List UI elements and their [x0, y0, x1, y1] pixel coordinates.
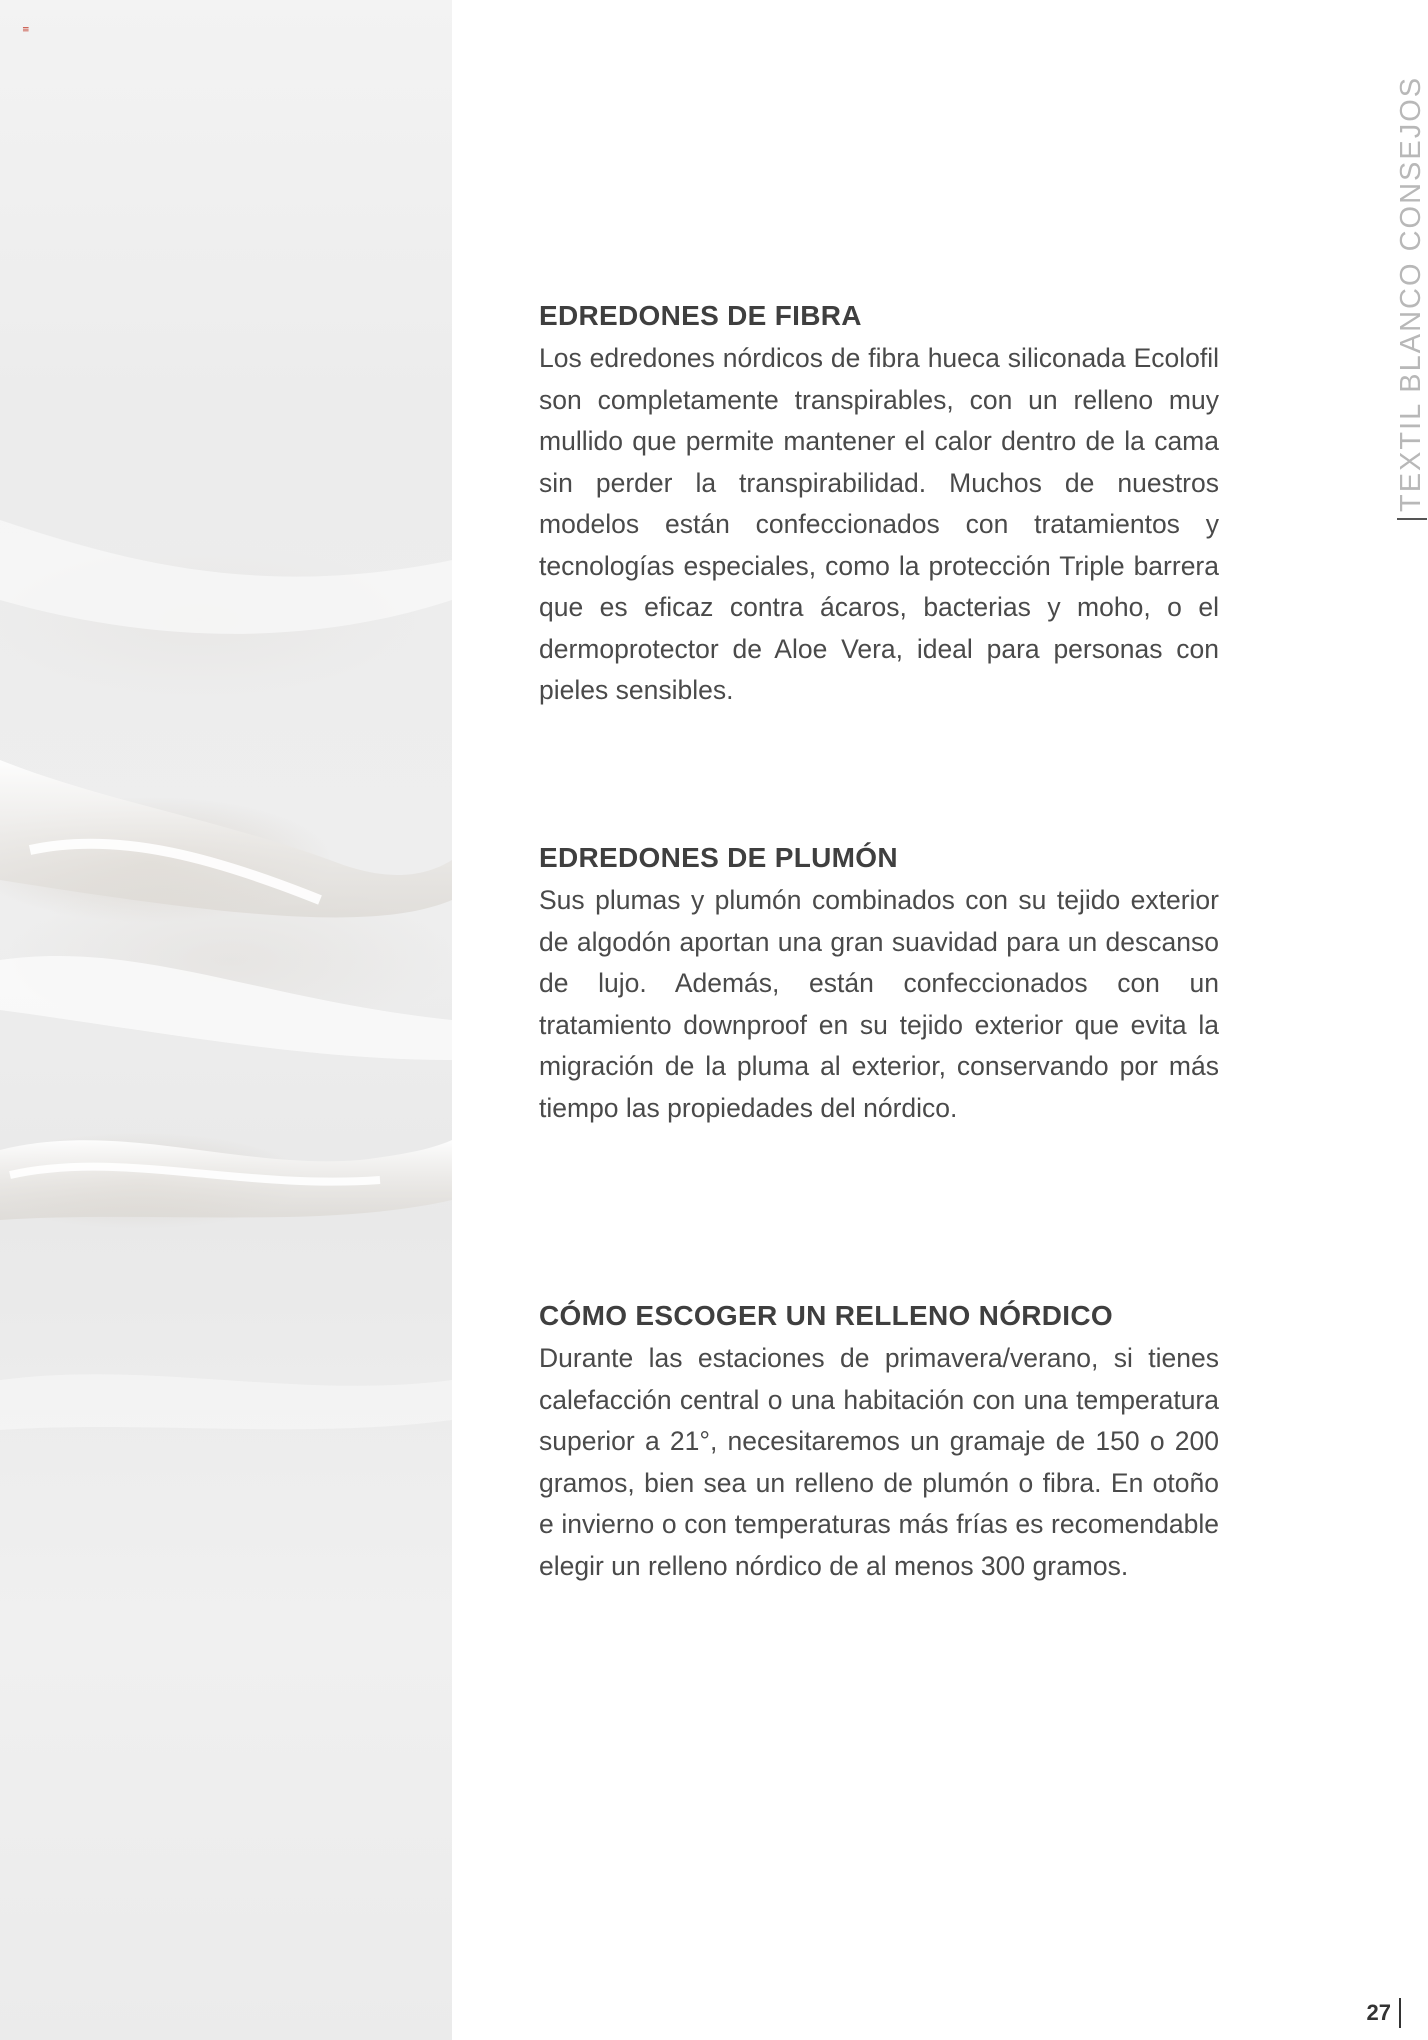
page-number-bar: [1399, 1998, 1401, 2028]
section-heading: EDREDONES DE PLUMÓN: [539, 842, 898, 873]
bedding-folds: [0, 0, 452, 2040]
section-heading: EDREDONES DE FIBRA: [539, 300, 862, 331]
section-body: Sus plumas y plumón combinados con su tejido exterior de algodón aportan una gran suavidad para un descanso de lujo. Además, están confeccionados con un tratamiento downproof en su tejido exterior que evita la migración de la pluma al exterior, conservando por más tiempo las propiedades del nórdico.: [539, 885, 1219, 1123]
side-title-text: TEXTIL BLANCO CONSEJOS: [1395, 75, 1427, 512]
section-body: Durante las estaciones de primavera/verano, si tienes calefacción central o una habitación con una temperatura superior a 21°, necesitaremos un gramaje de 150 o 200 gramos, bien sea un relleno de plumón o fibra. En otoño e invierno o con temperaturas más frías es recomendable elegir un relleno nórdico de al menos 300 gramos.: [539, 1343, 1219, 1581]
section-body: Los edredones nórdicos de fibra hueca siliconada Ecolofil son completamente transpirables, con un relleno muy mullido que permite mantener el calor dentro de la cama sin perder la transpirabilidad. Muchos de nuestros modelos están confeccionados con tratamientos y tecnologías especiales, como la protección Triple barrera que es eficaz contra ácaros, bacterias y moho, o el dermoprotector de Aloe Vera, ideal para personas con pieles sensibles.: [539, 343, 1219, 705]
page-number-text: 27: [1366, 2000, 1391, 2025]
section-edredones-plumon: [539, 842, 1219, 1129]
section-edredones-fibra: [539, 300, 1219, 712]
side-title: [1395, 76, 1428, 520]
section-heading: CÓMO ESCOGER UN RELLENO NÓRDICO: [539, 1300, 1113, 1331]
side-title-bar: [1397, 518, 1427, 520]
flag-icon: ≡: [22, 25, 30, 35]
bedding-photo: [0, 0, 452, 2040]
section-como-escoger: [539, 1300, 1219, 1587]
page-number: [1367, 1998, 1401, 2028]
